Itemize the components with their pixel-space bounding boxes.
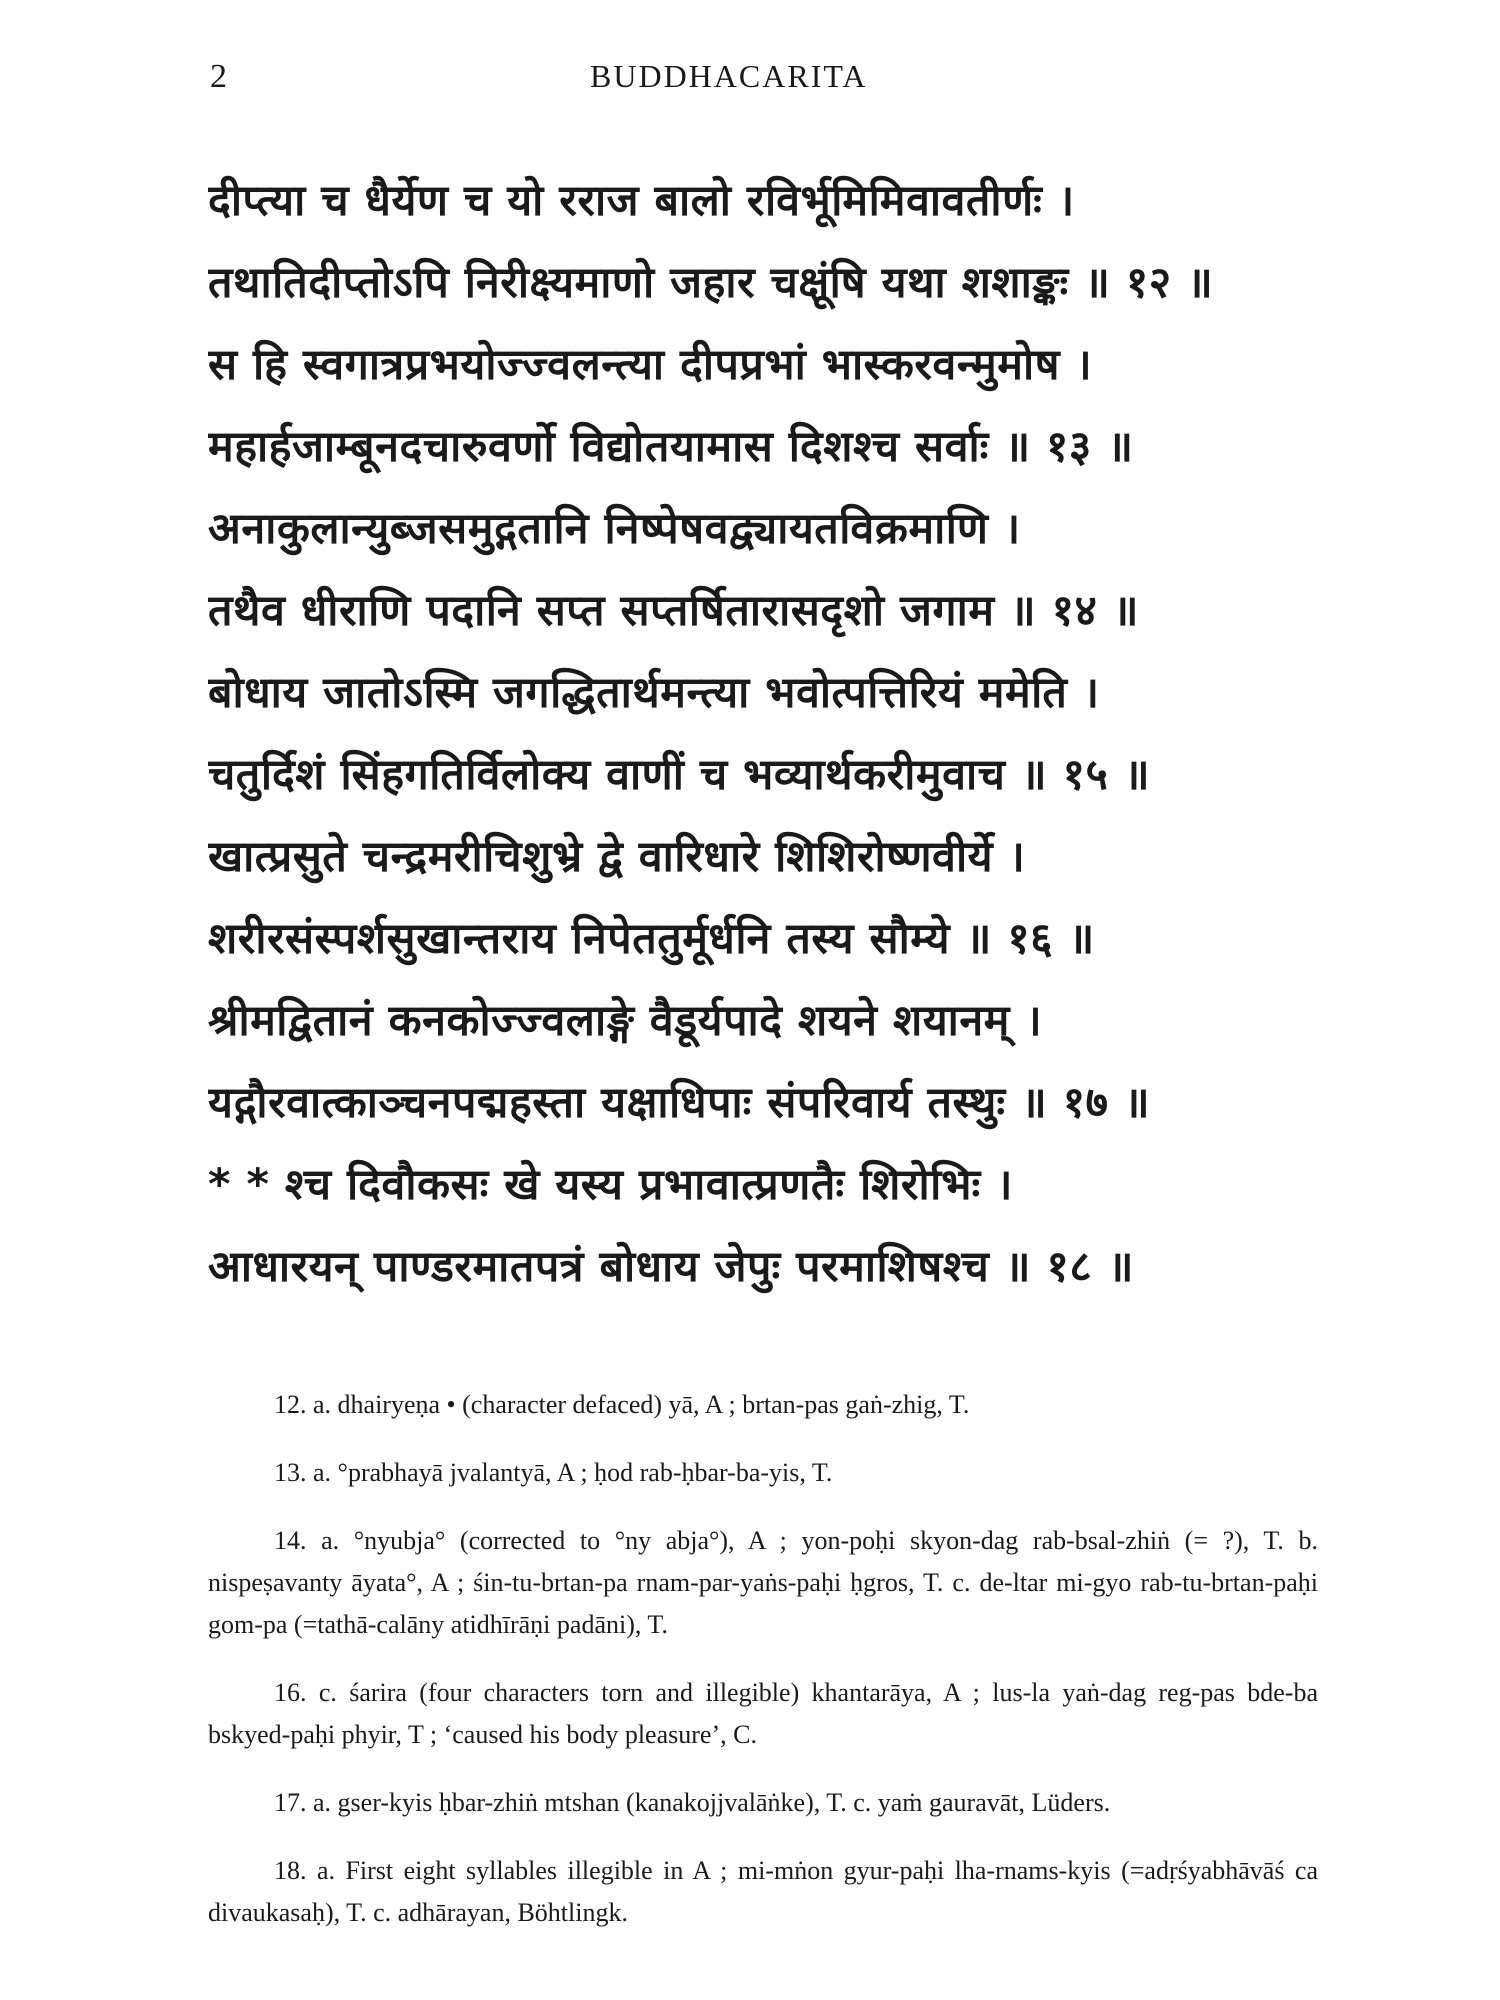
footnote: 13. a. °prabhayā jvalantyā, A ; ḥod rab-ḥbar-ba-yis, T. [274, 1458, 833, 1487]
verse-line: श्रीमद्वितानं कनकोज्ज्वलाङ्गे वैडूर्यपादे शयने शयानम् । [208, 996, 1043, 1046]
verse-line: महार्हजाम्बूनदचारुवर्णो विद्योतयामास दिशश्च सर्वाः ॥ १३ ॥ [208, 422, 1134, 472]
footnote: 16. c. śarira (four characters torn and illegible) khantarāya, A ; lus-la yaṅ-dag reg-pas bde-ba bskyed-paḥi phyir, T ; ‘caused his body pleasure’, C. [208, 1678, 1318, 1749]
verse-line: यद्गौरवात्काञ्चनपद्महस्ता यक्षाधिपाः संपरिवार्य तस्थुः ॥ १७ ॥ [208, 1078, 1151, 1128]
verse-line: तथैव धीराणि पदानि सप्त सप्तर्षितारासदृशो जगाम ॥ १४ ॥ [208, 586, 1140, 636]
verse-line: अनाकुलान्युब्जसमुद्गतानि निष्पेषवद्व्यायतविक्रमाणि । [208, 504, 1021, 554]
verse-line: शरीरसंस्पर्शसुखान्तराय निपेततुर्मूर्धनि तस्य सौम्ये ॥ १६ ॥ [208, 914, 1095, 964]
sanskrit-verses [208, 160, 1328, 1308]
verse-line: चतुर्दिशं सिंहगतिर्विलोक्य वाणीं च भव्यार्थकरीमुवाच ॥ १५ ॥ [208, 750, 1151, 800]
footnote: 12. a. dhairyeṇa • (character defaced) yā, A ; brtan-pas gaṅ-zhig, T. [274, 1390, 970, 1419]
verse-line: दीप्त्या च धैर्येण च यो रराज बालो रविर्भूमिमिवावतीर्णः । [208, 176, 1075, 226]
running-title: BUDDHACARITA [590, 58, 868, 94]
verse-line: स हि स्वगात्रप्रभयोज्ज्वलन्त्या दीपप्रभां भास्करवन्मुमोष । [208, 340, 1093, 390]
footnote: 17. a. gser-kyis ḥbar-zhiṅ mtshan (kanakojjvalāṅke), T. c. yaṁ gauravāt, Lüders. [274, 1788, 1111, 1817]
verse-line: आधारयन् पाण्डरमातपत्रं बोधाय जेपुः परमाशिषश्च ॥ १८ ॥ [208, 1242, 1134, 1292]
critical-apparatus [208, 1358, 1318, 1942]
verse-line: तथातिदीप्तोऽपि निरीक्ष्यमाणो जहार चक्षूंषि यथा शशाङ्कः ॥ १२ ॥ [208, 258, 1214, 308]
running-head [210, 58, 1300, 98]
verse-line: खात्प्रसुते चन्द्रमरीचिशुभ्रे द्वे वारिधारे शिशिरोष्णवीर्ये । [208, 832, 1026, 882]
footnote: 14. a. °nyubja° (corrected to °ny abja°), A ; yon-poḥi skyon-dag rab-bsal-zhiṅ (= ?), T. b. nispeṣavanty āyata°, A ; śin-tu-brtan-pa rnam-par-yaṅs-paḥi ḥgros, T. c. de-ltar mi-gyo rab-tu-brtan-paḥi gom-pa (=tathā-calāny atidhīrāṇi padāni), T. [208, 1526, 1318, 1639]
verse-line: * * श्च दिवौकसः खे यस्य प्रभावात्प्रणतैः शिरोभिः । [208, 1160, 1013, 1210]
verse-line: बोधाय जातोऽस्मि जगद्धितार्थमन्त्या भवोत्पत्तिरियं ममेति । [208, 668, 1100, 718]
page-number: 2 [210, 58, 227, 95]
footnote: 18. a. First eight syllables illegible in A ; mi-mṅon gyur-paḥi lha-rnams-kyis (=adṛśyabhāvāś ca divaukasaḥ), T. c. adhārayan, Böhtlingk. [208, 1856, 1318, 1927]
